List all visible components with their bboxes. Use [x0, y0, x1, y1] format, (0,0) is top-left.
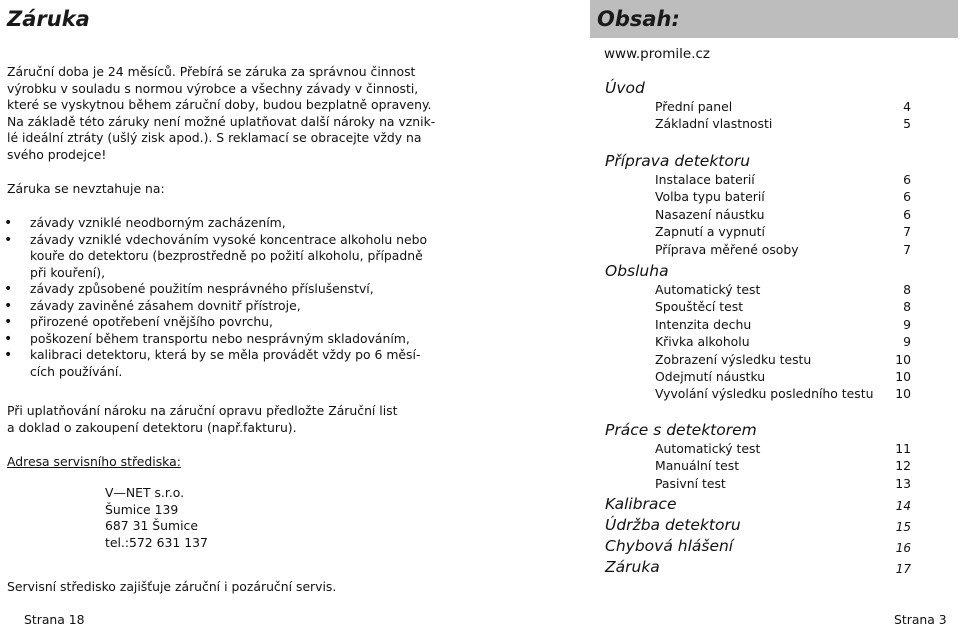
address-line: Šumice 139: [105, 501, 179, 517]
address-line: tel.:572 631 137: [105, 534, 208, 550]
list-item: [4, 347, 427, 380]
claim-line: Při uplatňování nároku na záruční opravu předložte Záruční list: [7, 403, 398, 418]
toc-item-page: 6: [903, 206, 911, 222]
toc-item-label[interactable]: Pasivní test: [655, 475, 726, 491]
toc-section-title[interactable]: Chybová hlášení: [605, 537, 734, 555]
toc-item-page: 7: [903, 224, 911, 240]
list-item: [4, 281, 427, 298]
website-url: www.promile.cz: [604, 46, 711, 62]
list-item: [4, 215, 427, 232]
toc-item-page: 11: [895, 441, 911, 456]
toc-section-title[interactable]: Kalibrace: [605, 495, 677, 513]
toc-item-label[interactable]: Zobrazení výsledku testu: [655, 351, 812, 367]
left-page-title: Záruka: [7, 7, 90, 31]
toc-section-page: 16: [895, 541, 911, 555]
toc-item-label[interactable]: Spouštěcí test: [655, 299, 744, 315]
list-item: [4, 314, 427, 331]
list-item-text: kalibraci detektoru, která by se měla provádět vždy po 6 měsí-: [30, 347, 421, 362]
list-item-text: závady vzniklé vdechováním vysoké koncentrace alkoholu nebo: [30, 231, 428, 247]
toc-item-label[interactable]: Zapnutí a vypnutí: [655, 224, 765, 240]
right-title-bar: [590, 0, 958, 38]
toc-item-page: 10: [895, 386, 911, 402]
right-page-number: Strana 3: [894, 612, 947, 627]
paragraph-line: Záruční doba je 24 měsíců. Přebírá se záruka za správnou činnost: [7, 64, 416, 79]
toc-item-page: 9: [903, 334, 911, 350]
list-item-text: závady vzniklé neodborným zacházením,: [30, 215, 286, 230]
list-item: [4, 330, 427, 348]
toc-item-page: 8: [903, 299, 911, 315]
bullet-icon: •: [4, 314, 13, 330]
toc-item-page: 10: [895, 369, 911, 384]
toc-item-page: 7: [903, 241, 911, 257]
bullet-icon: •: [4, 215, 13, 231]
list-item-text: závady zaviněné zásahem dovnitř přístroje,: [30, 297, 301, 313]
toc-item-page: 13: [895, 475, 911, 491]
toc-item-label[interactable]: Příprava měřené osoby: [655, 241, 799, 257]
service-note: Servisní středisko zajišťuje záruční i pozáruční servis.: [7, 579, 337, 594]
toc-section-page: 17: [895, 562, 911, 576]
address-line: V—NET s.r.o.: [105, 485, 185, 500]
list-item: [4, 297, 427, 315]
toc-item-label[interactable]: Instalace baterií: [655, 172, 755, 187]
toc-item-page: 8: [903, 282, 911, 297]
bullet-icon: •: [4, 330, 13, 347]
toc-item-page: 12: [895, 458, 911, 474]
bullet-icon: •: [4, 347, 13, 363]
left-page-number: Strana 18: [24, 612, 85, 627]
list-item-text: poškození během transportu nebo nesprávným skladováním,: [30, 330, 410, 346]
toc-item-label[interactable]: Automatický test: [655, 282, 761, 297]
toc-item-label[interactable]: Automatický test: [655, 441, 761, 456]
toc-section-title[interactable]: Obsluha: [605, 262, 669, 280]
toc-item-label[interactable]: Vyvolání výsledku posledního testu: [655, 386, 874, 402]
paragraph-line: výrobku v souladu s normou výrobce a všechny závady v činnosti,: [7, 80, 419, 96]
toc-item-label[interactable]: Intenzita dechu: [655, 316, 752, 332]
bullet-icon: •: [4, 297, 13, 314]
toc-item-label[interactable]: Křivka alkoholu: [655, 334, 750, 350]
paragraph-line: svého prodejce!: [7, 146, 107, 162]
list-item-text: cích používání.: [30, 363, 123, 379]
bullet-icon: •: [4, 281, 13, 297]
toc-item-label[interactable]: Přední panel: [655, 99, 733, 114]
toc-item-page: 6: [903, 189, 911, 205]
claim-text: [7, 403, 398, 436]
toc-item-page: 6: [903, 172, 911, 187]
toc-item-page: 9: [903, 316, 911, 332]
list-item-text: při kouření),: [30, 264, 106, 280]
service-address: [105, 485, 208, 551]
paragraph-line: které se vyskytnou během záruční doby, budou bezplatně opraveny.: [7, 97, 432, 112]
toc-item-label[interactable]: Volba typu baterií: [655, 189, 765, 205]
toc-section-title[interactable]: Úvod: [605, 79, 645, 97]
exclusion-heading: Záruka se nevztahuje na:: [7, 181, 165, 196]
toc-item-label[interactable]: Odejmutí náustku: [655, 369, 766, 384]
toc-section-page: 15: [895, 520, 911, 534]
toc-item-page: 10: [895, 351, 911, 367]
toc-title: Obsah:: [597, 7, 680, 31]
claim-line: a doklad o zakoupení detektoru (např.fakturu).: [7, 419, 297, 435]
paragraph-line: Na základě této záruky není možné uplatňovat další nároky na vznik-: [7, 113, 436, 129]
toc-section-page: 14: [895, 499, 911, 513]
toc-section-title[interactable]: Údržba detektoru: [605, 516, 741, 534]
list-item: [4, 231, 428, 282]
toc-item-label[interactable]: Nasazení náustku: [655, 206, 765, 222]
paragraph-line: lé ideální ztráty (ušlý zisk apod.). S reklamací se obracejte vždy na: [7, 130, 422, 145]
service-address-title: Adresa servisního střediska:: [7, 454, 181, 469]
warranty-paragraph: [7, 64, 435, 163]
list-item-text: přirozené opotřebení vnějšího povrchu,: [30, 314, 273, 329]
address-line: 687 31 Šumice: [105, 518, 198, 533]
toc-item-page: 4: [903, 99, 911, 114]
exclusion-list: [4, 215, 428, 380]
toc-section-title[interactable]: Příprava detektoru: [605, 152, 751, 170]
toc-item-label[interactable]: Manuální test: [655, 458, 740, 474]
list-item-text: závady způsobené použitím nesprávného příslušenství,: [30, 281, 374, 296]
toc-section-title[interactable]: Záruka: [605, 558, 660, 576]
bullet-icon: •: [4, 231, 13, 248]
toc-item-page: 5: [903, 116, 911, 132]
list-item-text: kouře do detektoru (bezprostředně po požití alkoholu, případně: [30, 248, 423, 263]
toc-item-label[interactable]: Základní vlastnosti: [655, 116, 773, 132]
toc-section-title[interactable]: Práce s detektorem: [605, 421, 757, 439]
